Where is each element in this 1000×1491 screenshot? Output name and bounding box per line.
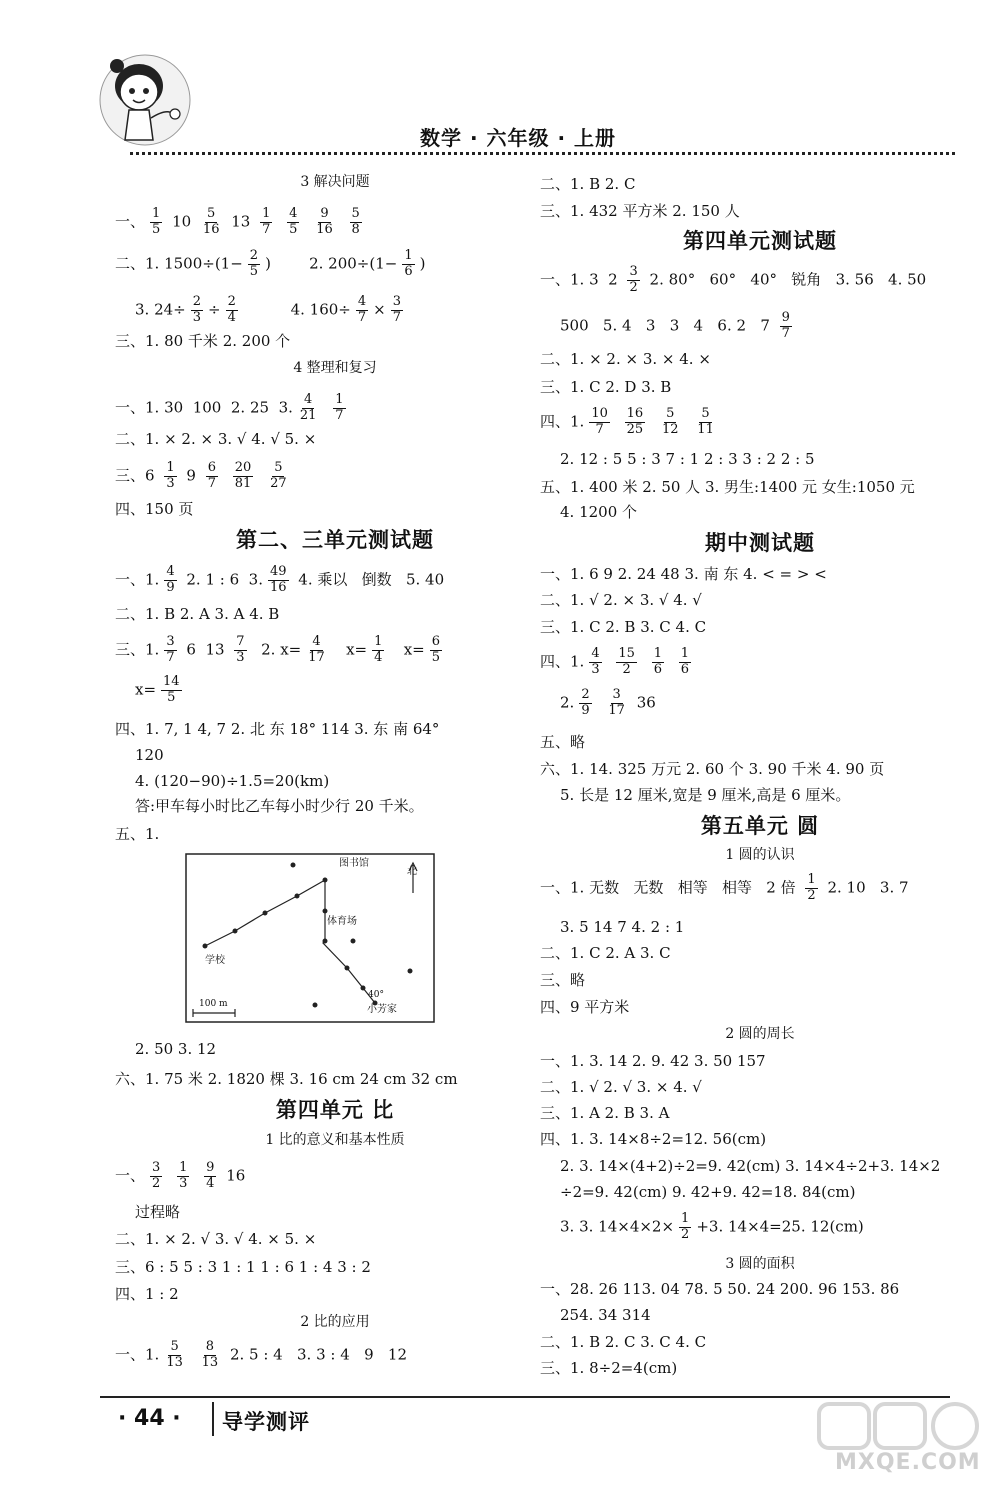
- text-segment: x=: [389, 640, 425, 659]
- fraction: [652, 647, 664, 678]
- fraction-denominator: 7: [335, 407, 344, 423]
- subsection-title: 1 比的意义和基本性质: [265, 1132, 405, 1148]
- fraction-numerator: 10: [591, 406, 608, 421]
- text-segment: 三、1.: [115, 640, 160, 659]
- fraction: [606, 688, 627, 719]
- answer-line: [540, 407, 721, 438]
- map-label-gym: 体育场: [327, 916, 357, 927]
- answer-line: [115, 1340, 407, 1371]
- answer-line: 二、1. × 2. √ 3. √ 4. × 5. ×: [115, 1230, 317, 1248]
- text-segment: [642, 652, 647, 670]
- answer-line: 3. 5 14 7 4. 2 : 1: [560, 918, 685, 936]
- fraction-denominator: 21: [299, 407, 317, 423]
- fraction-numerator: 9: [781, 310, 790, 325]
- fraction: [333, 393, 345, 424]
- text-segment: x=: [331, 640, 368, 659]
- text-segment: 一、1.: [115, 570, 160, 589]
- fraction-denominator: 7: [357, 309, 367, 325]
- fraction-numerator: 6: [207, 460, 216, 475]
- fraction-denominator: 27: [270, 475, 287, 491]
- text-segment: 2. x=: [251, 640, 302, 659]
- answer-line: [115, 393, 351, 424]
- answer-line: [560, 688, 656, 719]
- answer-line: 三、6 : 5 5 : 3 1 : 1 1 : 6 1 : 4 3 : 2: [115, 1258, 371, 1276]
- map-label-north: 北: [407, 866, 417, 877]
- fraction: [306, 635, 327, 666]
- answer-line: 二、1. × 2. × 3. √ 4. √ 5. ×: [115, 430, 317, 448]
- answer-line: ÷2=9. 42(cm) 9. 42+9. 42=18. 84(cm): [560, 1183, 856, 1201]
- answer-line: 三、1. C 2. D 3. B: [540, 378, 672, 396]
- fraction: [206, 461, 218, 492]
- answer-line: 五、略: [540, 733, 586, 751]
- fraction-numerator: 4: [591, 646, 600, 661]
- text-segment: 6 13: [181, 640, 230, 659]
- fraction-numerator: 3: [612, 687, 621, 702]
- text-segment: [258, 466, 263, 484]
- answer-line: 254. 34 314: [560, 1306, 651, 1324]
- fraction-denominator: 7: [207, 475, 216, 491]
- fraction-numerator: 1: [680, 646, 690, 661]
- fraction-numerator: 4: [304, 392, 313, 407]
- fraction-denominator: 17: [308, 649, 325, 665]
- fraction-numerator: 1: [807, 872, 816, 887]
- fraction-denominator: 7: [781, 325, 790, 341]
- fraction-numerator: 3: [152, 1160, 161, 1175]
- answer-line: 2. 50 3. 12: [135, 1040, 217, 1058]
- fraction-numerator: 5: [170, 1339, 179, 1354]
- subsection-title: 2 比的应用: [300, 1314, 370, 1330]
- text-segment: [686, 412, 691, 430]
- fraction: [805, 873, 817, 904]
- fraction: [164, 1340, 185, 1371]
- fraction-numerator: 1: [404, 248, 413, 263]
- watermark-text: MXQE.COM: [835, 1450, 981, 1475]
- answer-line: 三、1. 432 平方米 2. 150 人: [540, 202, 740, 220]
- fraction-denominator: 81: [234, 475, 252, 491]
- fraction-denominator: 5: [167, 689, 176, 705]
- answer-line: 二、1. × 2. × 3. × 4. ×: [540, 350, 711, 368]
- fraction-denominator: 4: [374, 649, 383, 665]
- answer-line: 二、1. B 2. A 3. A 4. B: [115, 605, 280, 623]
- answer-line: [560, 1212, 864, 1243]
- text-segment: 3. 24÷: [135, 300, 186, 319]
- fraction-numerator: 5: [207, 206, 216, 221]
- fraction: [391, 295, 403, 326]
- fraction: [191, 295, 203, 326]
- text-segment: ): [419, 254, 426, 273]
- fraction-denominator: 6: [404, 263, 413, 279]
- fraction-denominator: 3: [236, 649, 245, 665]
- fraction-denominator: 13: [166, 1354, 183, 1370]
- subsection-title: 4 整理和复习: [293, 360, 377, 376]
- text-segment: 2. 80° 60° 40° 锐角 3. 56 4. 50: [644, 270, 927, 289]
- fraction-numerator: 9: [320, 206, 329, 221]
- fraction: [625, 407, 646, 438]
- text-segment: ÷: [208, 300, 221, 319]
- mascot-logo: [95, 48, 195, 153]
- answer-line: 三、略: [540, 971, 586, 989]
- fraction-denominator: 7: [595, 421, 604, 437]
- answer-line: 四、1 : 2: [115, 1285, 179, 1303]
- answer-line: 五、1. 400 米 2. 50 人 3. 男生:1400 元 女生:1050 元: [540, 478, 915, 496]
- text-segment: [615, 412, 620, 430]
- fraction-denominator: 7: [166, 649, 175, 665]
- answer-line: 四、1. 7, 1 4, 7 2. 北 东 18° 114 3. 东 南 64°: [115, 720, 440, 738]
- fraction-denominator: 13: [201, 1354, 219, 1370]
- map-label-school: 学校: [205, 955, 225, 966]
- text-segment: 三、6: [115, 466, 160, 485]
- right-column: [540, 165, 980, 1395]
- fraction: [298, 393, 319, 424]
- footer-rule: [100, 1396, 950, 1398]
- fraction: [234, 635, 246, 666]
- text-segment: 4. 160÷: [242, 300, 351, 319]
- map-label-home: 小芳家: [367, 1004, 397, 1015]
- map-angle-label: 40°: [368, 990, 384, 1000]
- fraction: [204, 1161, 216, 1192]
- text-segment: 四、1.: [540, 652, 585, 671]
- answer-line: 四、9 平方米: [540, 998, 630, 1016]
- fraction-numerator: 7: [236, 634, 245, 649]
- answer-line: 一、1. 3. 14 2. 9. 42 3. 50 157: [540, 1052, 766, 1070]
- section-title: 第五单元 圆: [700, 814, 820, 838]
- fraction-numerator: 3: [166, 634, 175, 649]
- text-segment: 2. 5 : 4 3. 3 : 4 9 12: [225, 1345, 408, 1364]
- fraction-numerator: 5: [666, 406, 675, 421]
- fraction: [356, 295, 368, 326]
- text-segment: 二、1. 1500÷(1−: [115, 254, 243, 273]
- fraction: [627, 265, 639, 296]
- answer-line: 5. 长是 12 厘米,宽是 9 厘米,高是 6 厘米。: [560, 786, 851, 804]
- text-segment: [194, 1166, 199, 1184]
- fraction-denominator: 5: [249, 263, 259, 279]
- fraction: [150, 207, 162, 238]
- fraction-numerator: 1: [335, 392, 344, 407]
- fraction-numerator: 6: [431, 634, 441, 649]
- answer-line: [115, 1161, 245, 1192]
- text-segment: [340, 212, 345, 230]
- fraction: [177, 1161, 189, 1192]
- text-segment: 13: [226, 212, 256, 231]
- text-segment: [167, 1166, 172, 1184]
- fraction-denominator: 17: [608, 702, 625, 718]
- text-segment: [650, 412, 655, 430]
- answer-line: [560, 311, 797, 342]
- answer-line: 二、1. B 2. C: [540, 175, 636, 193]
- fraction-numerator: 4: [312, 634, 321, 649]
- fraction-numerator: 8: [205, 1339, 215, 1354]
- text-segment: 一、: [115, 1166, 146, 1185]
- fraction-denominator: 6: [680, 661, 690, 677]
- answer-line: [540, 873, 909, 904]
- fraction-denominator: 12: [661, 421, 679, 437]
- text-segment: 2.: [560, 693, 575, 712]
- fraction-denominator: 5: [289, 221, 298, 237]
- fraction: [679, 1212, 691, 1243]
- map-label-library: 图书馆: [339, 858, 369, 869]
- fraction-numerator: 1: [681, 1211, 690, 1226]
- answer-line: [135, 675, 187, 706]
- fraction: [248, 249, 260, 280]
- fraction: [579, 688, 591, 719]
- text-segment: ) 2. 200÷(1−: [265, 254, 398, 273]
- footer-separator: [212, 1402, 214, 1436]
- fraction: [430, 635, 442, 666]
- fraction-denominator: 2: [629, 279, 638, 295]
- text-segment: 一、1. 无数 无数 相等 相等 2 倍: [540, 878, 801, 897]
- fraction: [402, 249, 414, 280]
- answer-line: 二、1. C 2. A 3. C: [540, 944, 671, 962]
- fraction-numerator: 16: [626, 406, 644, 421]
- answer-line: [115, 565, 444, 596]
- left-column: [115, 165, 555, 1395]
- page-footer: [0, 1390, 1000, 1490]
- fraction-denominator: 2: [622, 661, 631, 677]
- fraction-denominator: 9: [166, 579, 175, 595]
- answer-line: [115, 249, 425, 280]
- answer-line: 120: [135, 746, 164, 764]
- page-header: [0, 0, 1000, 160]
- fraction-numerator: 3: [392, 294, 401, 309]
- section-title: 第四单元测试题: [683, 229, 837, 253]
- text-segment: 2. 1 : 6 3.: [181, 570, 263, 589]
- answer-line: 一、28. 26 113. 04 78. 5 50. 24 200. 96 153. 86: [540, 1280, 900, 1298]
- text-segment: ×: [373, 300, 386, 319]
- fraction-numerator: 5: [351, 206, 360, 221]
- section-title: 第四单元 比: [275, 1098, 395, 1122]
- text-segment: 一、: [115, 212, 146, 231]
- fraction: [372, 635, 384, 666]
- section-title: 期中测试题: [705, 531, 815, 555]
- answer-line: 五、1.: [115, 825, 160, 843]
- answer-line: 4. (120−90)÷1.5=20(km): [135, 772, 330, 790]
- answer-line: [540, 265, 926, 296]
- fraction-numerator: 1: [374, 634, 383, 649]
- fraction-denominator: 6: [653, 661, 662, 677]
- header-title: 数学 · 六年级 · 上册: [420, 126, 617, 150]
- text-segment: 10: [167, 212, 196, 231]
- fraction: [201, 207, 222, 238]
- answer-line: 2. 3. 14×(4+2)÷2=9. 42(cm) 3. 14×4÷2+3. 14×2: [560, 1157, 941, 1175]
- fraction-numerator: 14: [163, 674, 180, 689]
- text-segment: [607, 652, 612, 670]
- text-segment: [223, 466, 228, 484]
- fraction: [350, 207, 362, 238]
- subsection-title: 3 解决问题: [300, 174, 370, 190]
- text-segment: 3. 3. 14×4×2×: [560, 1217, 675, 1236]
- fraction-numerator: 1: [179, 1160, 188, 1175]
- fraction: [287, 207, 299, 238]
- fraction-numerator: 49: [269, 564, 287, 579]
- text-segment: [669, 652, 674, 670]
- text-segment: 2. 10 3. 7: [822, 878, 909, 897]
- answer-line: 答:甲车每小时比乙车每小时少行 20 千米。: [135, 797, 424, 815]
- route-map-diagram: [185, 853, 435, 1023]
- fraction-denominator: 5: [431, 649, 441, 665]
- subsection-title: 1 圆的认识: [725, 847, 795, 863]
- answer-line: 过程略: [135, 1203, 181, 1221]
- text-segment: 一、1.: [115, 1345, 160, 1364]
- text-segment: 一、1. 30 100 2. 25 3.: [115, 398, 293, 417]
- fraction-denominator: 16: [269, 579, 287, 595]
- section-title: 第二、三单元测试题: [236, 528, 434, 552]
- fraction: [161, 675, 182, 706]
- fraction: [660, 407, 681, 438]
- fraction: [200, 1340, 221, 1371]
- answer-line: [135, 295, 408, 326]
- text-segment: 500 5. 4 3 3 4 6. 2 7: [560, 316, 775, 335]
- answer-line: 三、1. A 2. B 3. A: [540, 1104, 670, 1122]
- fraction: [260, 207, 272, 238]
- fraction-denominator: 16: [316, 221, 333, 237]
- fraction-denominator: 16: [202, 221, 220, 237]
- answer-line: 四、1. 3. 14×8÷2=12. 56(cm): [540, 1130, 767, 1148]
- answer-line: 三、1. 80 千米 2. 200 个: [115, 332, 291, 350]
- answer-line: [115, 635, 447, 666]
- fraction-denominator: 4: [206, 1175, 215, 1191]
- fraction-numerator: 9: [206, 1160, 215, 1175]
- fraction-numerator: 1: [152, 206, 161, 221]
- fraction-numerator: 3: [629, 264, 638, 279]
- fraction-denominator: 2: [807, 887, 816, 903]
- fraction: [616, 647, 637, 678]
- fraction-denominator: 2: [681, 1226, 690, 1242]
- text-segment: [277, 212, 282, 230]
- fraction: [150, 1161, 162, 1192]
- answer-line: 三、1. 8÷2=4(cm): [540, 1359, 678, 1377]
- fraction: [164, 635, 176, 666]
- fraction-numerator: 2: [249, 248, 259, 263]
- text-segment: 4. 乘以 倒数 5. 40: [293, 570, 445, 589]
- fraction: [589, 407, 610, 438]
- text-segment: 36: [631, 693, 656, 712]
- answer-line: 2. 12 : 5 5 : 3 7 : 1 2 : 3 3 : 2 2 : 5: [560, 450, 815, 468]
- fraction-denominator: 9: [581, 702, 590, 718]
- subsection-title: 2 圆的周长: [725, 1026, 795, 1042]
- text-segment: 一、1. 3 2: [540, 270, 623, 289]
- fraction: [164, 461, 176, 492]
- fraction-denominator: 7: [392, 309, 401, 325]
- answer-line: [115, 461, 294, 492]
- answer-line: 4. 1200 个: [560, 503, 638, 521]
- text-segment: 9: [181, 466, 201, 485]
- text-segment: x=: [135, 680, 157, 699]
- fraction-denominator: 3: [179, 1175, 188, 1191]
- fraction: [268, 565, 289, 596]
- fraction: [780, 311, 792, 342]
- text-segment: [190, 1345, 195, 1363]
- subsection-title: 3 圆的面积: [725, 1256, 795, 1272]
- fraction-denominator: 7: [262, 221, 271, 237]
- text-segment: 四、1.: [540, 412, 585, 431]
- fraction-numerator: 4: [166, 564, 175, 579]
- fraction-denominator: 4: [227, 309, 236, 325]
- brand-label: 导学测评: [222, 1410, 310, 1434]
- fraction-denominator: 3: [192, 309, 202, 325]
- fraction: [233, 461, 254, 492]
- fraction-denominator: 5: [152, 221, 161, 237]
- header-dotted-rule: [130, 152, 955, 155]
- answer-line: 二、1. √ 2. × 3. √ 4. √: [540, 591, 702, 609]
- answer-line: 四、150 页: [115, 500, 194, 518]
- fraction-denominator: 11: [697, 421, 714, 437]
- fraction-numerator: 1: [262, 206, 271, 221]
- fraction: [314, 207, 335, 238]
- text-segment: [597, 693, 602, 711]
- text-segment: +3. 14×4=25. 12(cm): [696, 1217, 864, 1236]
- fraction-numerator: 15: [618, 646, 635, 661]
- fraction: [268, 461, 289, 492]
- fraction-numerator: 2: [581, 687, 590, 702]
- page-number: · 44 ·: [118, 1406, 181, 1431]
- fraction: [164, 565, 176, 596]
- answer-line: 三、1. C 2. B 3. C 4. C: [540, 618, 707, 636]
- fraction-numerator: 20: [234, 460, 252, 475]
- answer-line: 二、1. √ 2. √ 3. × 4. √: [540, 1078, 702, 1096]
- answer-line: 一、1. 6 9 2. 24 48 3. 南 东 4. < = > <: [540, 565, 827, 583]
- fraction-numerator: 1: [653, 646, 662, 661]
- fraction: [226, 295, 238, 326]
- fraction: [589, 647, 601, 678]
- fraction-denominator: 8: [351, 221, 360, 237]
- fraction: [679, 647, 691, 678]
- fraction-numerator: 4: [357, 294, 367, 309]
- fraction-numerator: 2: [227, 294, 236, 309]
- answer-line: 六、1. 14. 325 万元 2. 60 个 3. 90 千米 4. 90 页: [540, 760, 885, 778]
- answer-line: [115, 207, 367, 238]
- text-segment: [304, 212, 309, 230]
- fraction-denominator: 2: [152, 1175, 161, 1191]
- fraction-numerator: 5: [701, 406, 710, 421]
- fraction-numerator: 1: [166, 460, 175, 475]
- text-segment: [323, 398, 328, 416]
- fraction-numerator: 4: [289, 206, 298, 221]
- answer-line: [540, 647, 696, 678]
- fraction-denominator: 3: [591, 661, 600, 677]
- text-segment: 16: [221, 1166, 246, 1185]
- fraction-numerator: 2: [192, 294, 202, 309]
- fraction: [695, 407, 716, 438]
- fraction-denominator: 25: [626, 421, 644, 437]
- map-scale-label: 100 m: [199, 999, 228, 1009]
- answer-line: 六、1. 75 米 2. 1820 棵 3. 16 cm 24 cm 32 cm: [115, 1070, 458, 1088]
- fraction-numerator: 5: [274, 460, 283, 475]
- answer-line: 二、1. B 2. C 3. C 4. C: [540, 1333, 707, 1351]
- fraction-denominator: 3: [166, 475, 175, 491]
